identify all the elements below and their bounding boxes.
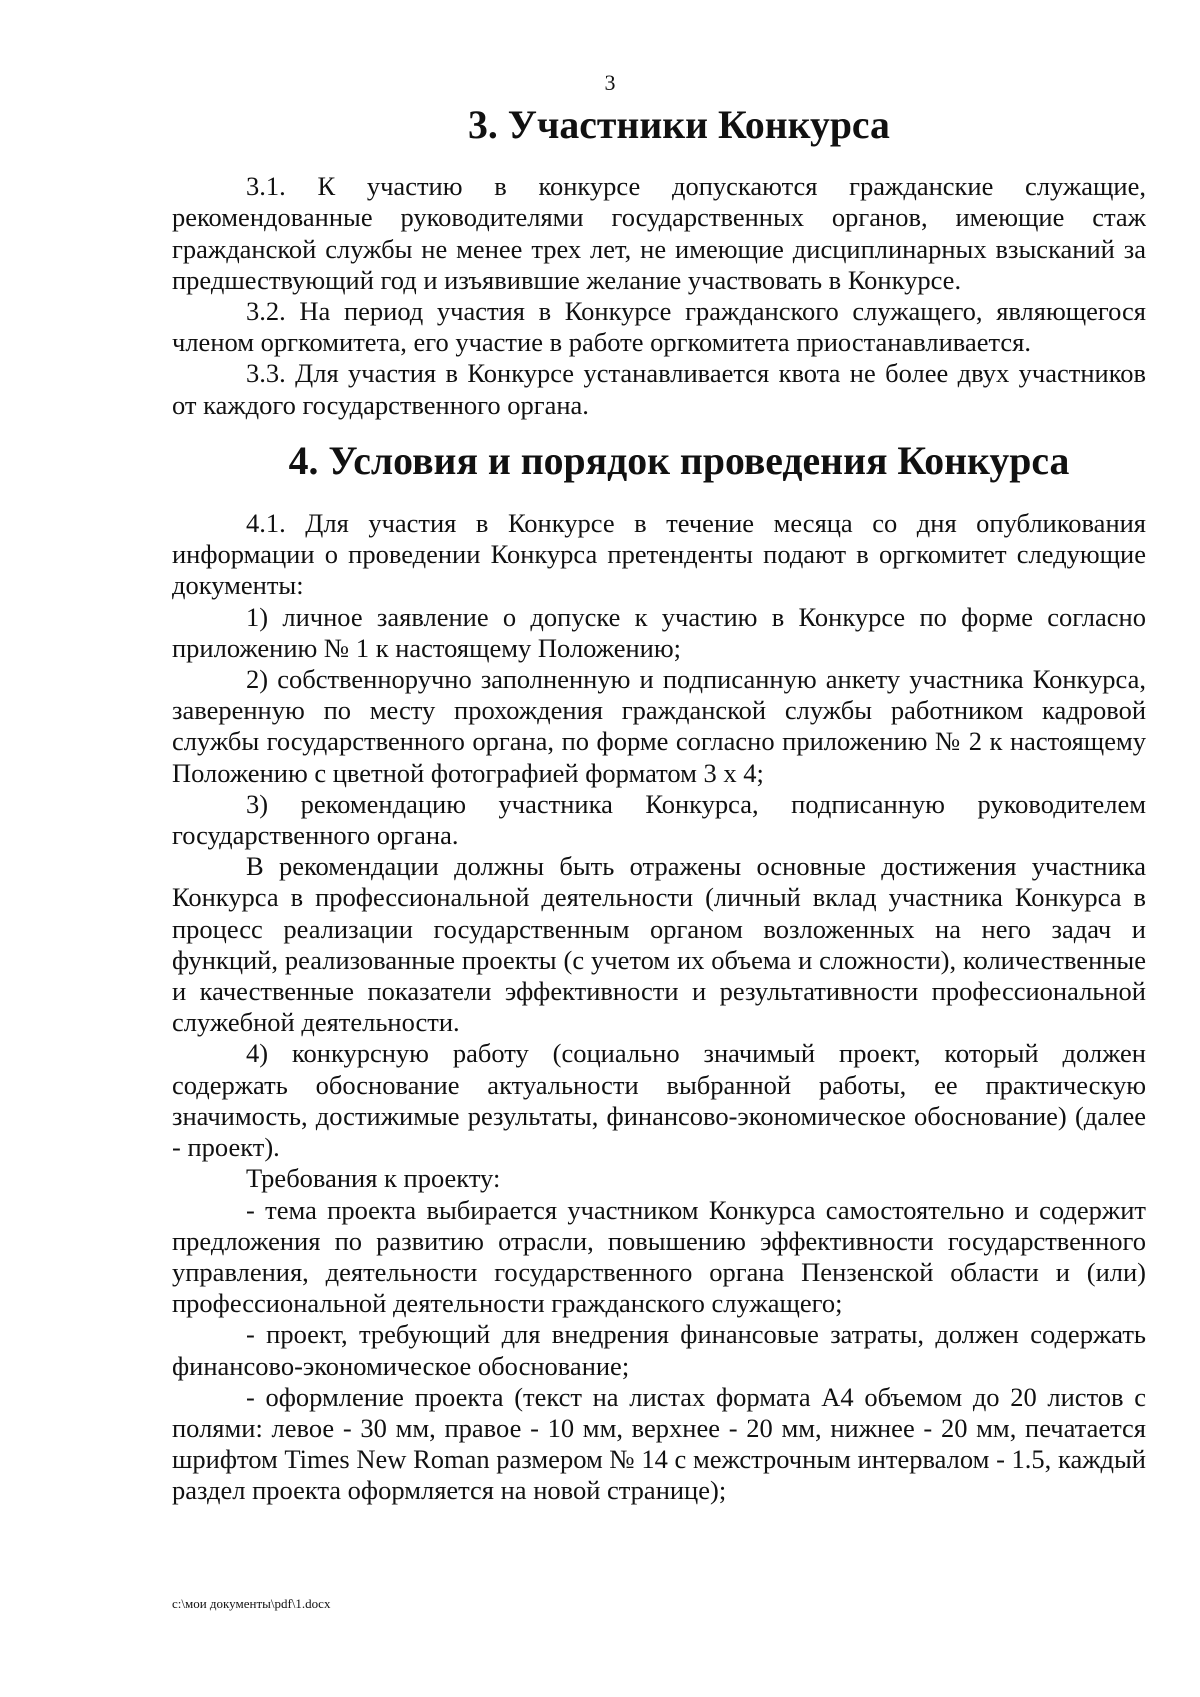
requirement-topic: - тема проекта выбирается участником Конкурса самостоятельно и содержит предложения по развитию отрасли, повышению эффективности государственного управления, деятельности государственного органа Пензенской области и (или) профессиональной деятельности гражданского служащего; [172,1194,1146,1319]
requirement-financial: - проект, требующий для внедрения финансовые затраты, должен содержать финансово-экономическое обоснование; [172,1319,1146,1381]
project-requirements-label: Требования к проекту: [246,1163,501,1194]
paragraph-3-1: 3.1. К участию в конкурсе допускаются гражданские служащие, рекомендованные руководителями государственных органов, имеющие стаж гражданской службы не менее трех лет, не имеющие дисциплинарных взысканий за предшествующий год и изъявившие желание участвовать в Конкурсе. [172,171,1146,295]
section-4-title: 4. Условия и порядок проведения Конкурса [288,438,1070,483]
page-number: 3 [604,70,616,95]
list-item-2: 2) собственноручно заполненную и подписанную анкету участника Конкурса, заверенную по месту прохождения гражданской службы работником кадровой службы государственного органа, по форме согласно приложению № 2 к настоящему Положению с цветной фотографией форматом 3 х 4; [172,664,1146,788]
list-item-1: 1) личное заявление о допуске к участию в Конкурсе по форме согласно приложению № 1 к настоящему Положению; [172,601,1146,663]
paragraph-4-1: 4.1. Для участия в Конкурсе в течение месяца со дня опубликования информации о проведении Конкурса претенденты подают в оргкомитет следующие документы: [172,508,1146,601]
recommendation-paragraph: В рекомендации должны быть отражены основные достижения участника Конкурса в профессиональной деятельности (личный вклад участника Конкурса в процесс реализации государственным органом возложенных на него задач и функций, реализованные проекты (с учетом их объема и сложности), количественные и качественные показатели эффективности и результативности профессиональной служебной деятельности. [172,851,1146,1038]
paragraph-3-2: 3.2. На период участия в Конкурсе гражданского служащего, являющегося членом оргкомитета, его участие в работе оргкомитета приостанавливается. [172,296,1146,358]
paragraph-3-3: 3.3. Для участия в Конкурсе устанавливается квота не более двух участников от каждого государственного органа. [172,358,1146,420]
list-item-4: 4) конкурсную работу (социально значимый проект, который должен содержать обоснование актуальности выбранной работы, ее практическую значимость, достижимые результаты, финансово-экономическое обоснование) (далее - проект). [172,1038,1146,1163]
document-body [172,103,1146,1507]
list-item-3: 3) рекомендацию участника Конкурса, подписанную руководителем государственного органа. [172,788,1146,851]
requirement-formatting: - оформление проекта (текст на листах формата А4 объемом до 20 листов с полями: левое - 30 мм, правое - 10 мм, верхнее - 20 мм, нижнее - 20 мм, печатается шрифтом Times New Roman размером № 14 с межстрочным интервалом - 1.5, каждый раздел проекта оформляется на новой странице); [172,1381,1146,1506]
section-3-title: 3. Участники Конкурса [468,103,890,147]
footer-file-path: c:\мои документы\pdf\1.docx [172,1596,331,1611]
